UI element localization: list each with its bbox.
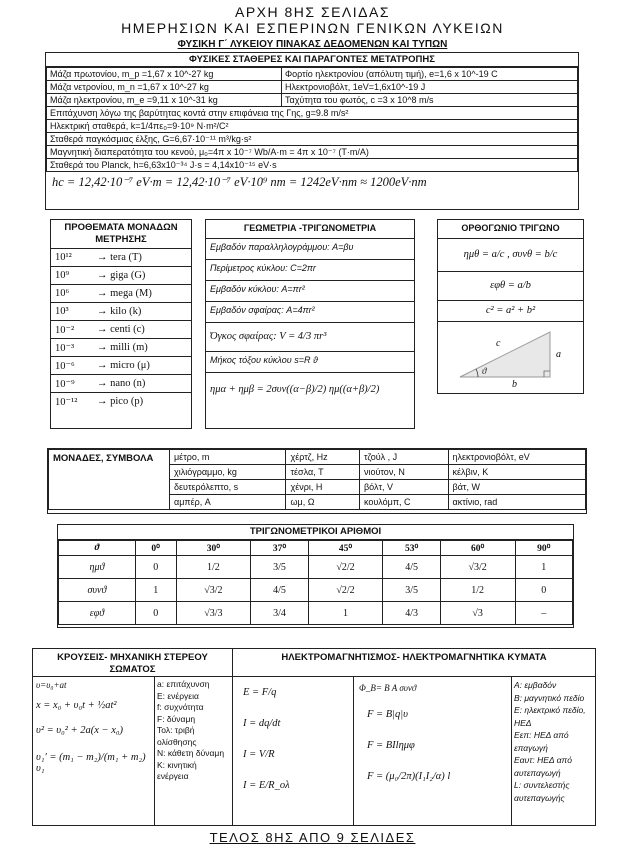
- prefix-label: centi (c): [110, 324, 145, 335]
- em-legend-item: A: εμβαδόν: [514, 680, 557, 690]
- trig-cell: 1/2: [440, 579, 515, 602]
- trig-cell: –: [515, 602, 572, 625]
- em-legend-item: Eεπ: ΗΕΔ από επαγωγή: [514, 730, 569, 753]
- units-title: ΜΟΝΑΔΕΣ, ΣΥΜΒΟΛΑ: [49, 450, 170, 510]
- unit-cell: τζούλ , J: [359, 450, 448, 465]
- unit-cell: αμπέρ, A: [170, 495, 286, 510]
- prefix-name: → micro (μ): [93, 357, 191, 375]
- prefix-power: 10⁻³: [51, 339, 93, 357]
- units-box: [47, 448, 587, 514]
- trig-cell: 0: [135, 556, 176, 579]
- em-formula: F = BIlημφ: [367, 740, 415, 751]
- prefix-row: [51, 393, 191, 411]
- prefix-power: 10⁻²: [51, 321, 93, 339]
- page-header-line2: ΗΜΕΡΗΣΙΩΝ ΚΑΙ ΕΣΠΕΡΙΝΩΝ ΓΕΝΙΚΩΝ ΛΥΚΕΙΩΝ: [121, 20, 504, 36]
- prefix-power: 10³: [51, 303, 93, 321]
- em-formula: I = V/R: [243, 749, 275, 760]
- prefix-row: [51, 321, 191, 339]
- page-header-line1: ΑΡΧΗ 8ΗΣ ΣΕΛΙΔΑΣ: [234, 4, 391, 20]
- constants-pair-row: [47, 81, 578, 94]
- trig-header-cell: 60⁰: [440, 541, 515, 556]
- prefix-power: 10¹²: [51, 249, 93, 267]
- constant-cell: Ηλεκτρονιοβόλτ, 1eV=1,6x10^-19 J: [282, 81, 578, 94]
- bottom-box: [32, 648, 596, 826]
- prefix-power: 10⁻⁶: [51, 357, 93, 375]
- trig-cell: 1/2: [176, 556, 251, 579]
- em-legend: [511, 677, 595, 825]
- prefix-row: [51, 357, 191, 375]
- trig-cell: 4/3: [383, 602, 440, 625]
- trig-row: [59, 579, 573, 602]
- mech-legend-item: K: κινητική ενέργεια: [157, 759, 197, 781]
- unit-cell: χέρτζ, Hz: [286, 450, 359, 465]
- triangle-label-c: c: [496, 338, 501, 349]
- prefix-name: → tera (T): [93, 249, 191, 267]
- prefix-name: → kilo (k): [93, 303, 191, 321]
- triangle-svg: [438, 322, 583, 392]
- trig-table: [58, 540, 573, 625]
- prefix-row: [51, 375, 191, 393]
- prefix-label: giga (G): [110, 270, 146, 281]
- constant-cell: Μάζα νετρονίου, m_n =1,67 x 10^-27 kg: [47, 81, 282, 94]
- trig-cell: ημϑ: [59, 556, 136, 579]
- mech-legend-item: N: κάθετη δύναμη: [157, 748, 225, 758]
- geometry-item: Εμβαδόν κύκλου: A=πr²: [206, 281, 414, 302]
- mech-legend-item: f: συχνότητα: [157, 702, 204, 712]
- geometry-item: ημα + ημβ = 2συν((α−β)/2) ημ((α+β)/2): [210, 384, 380, 395]
- constants-pairs-table: [46, 67, 578, 172]
- units-row: [49, 450, 586, 465]
- constant-cell: Ταχύτητα του φωτός, c =3 x 10^8 m/s: [282, 94, 578, 107]
- triangle-title: ΟΡΘΟΓΩΝΙΟ ΤΡΙΓΩΝΟ: [438, 220, 583, 239]
- trig-cell: √3: [440, 602, 515, 625]
- prefix-label: pico (p): [110, 396, 144, 407]
- geometry-item: Μήκος τόξου κύκλου s=R ϑ: [206, 352, 414, 373]
- mech-legend-item: F: δύναμη: [157, 713, 196, 724]
- prefix-row: [51, 249, 191, 267]
- prefixes-box: [50, 219, 192, 429]
- trig-header-cell: ϑ: [59, 541, 136, 556]
- em-formula: F = B|q|υ: [367, 709, 409, 720]
- prefix-power: 10⁻⁹: [51, 375, 93, 393]
- constant-cell: Μάζα πρωτονίου, m_p =1,67 x 10^-27 kg: [47, 68, 282, 81]
- trig-cell: 0: [135, 602, 176, 625]
- em-formulas-col1: [233, 677, 354, 825]
- trig-header-cell: 0⁰: [135, 541, 176, 556]
- mech-legend-item: Τολ: τριβή ολίσθησης: [157, 725, 197, 747]
- em-legend-item: Eαυτ: ΗΕΔ από αυτεπαγωγή: [514, 755, 572, 778]
- trig-box: [57, 524, 574, 628]
- triangle-label-theta: ϑ: [482, 366, 487, 376]
- mechanics-title: ΚΡΟΥΣΕΙΣ- ΜΗΧΑΝΙΚΗ ΣΤΕΡΕΟΥ ΣΩΜΑΤΟΣ: [33, 649, 233, 677]
- mechanics-formulas: [33, 677, 155, 825]
- prefixes-title: ΠΡΟΘΕΜΑΤΑ ΜΟΝΑΔΩΝ ΜΕΤΡΗΣΗΣ: [51, 220, 191, 249]
- constant-row: Σταθερά του Planck, h=6,63x10⁻³⁴ J·s = 4,14x10⁻¹⁵ eV·s: [47, 159, 578, 172]
- page-header-line3: ΦΥΣΙΚΗ Γ΄ ΛΥΚΕΙΟΥ ΠΙΝΑΚΑΣ ΔΕΔΟΜΕΝΩΝ ΚΑΙ ΤΥΠΩΝ: [177, 39, 448, 50]
- prefix-power: 10⁻¹²: [55, 396, 78, 408]
- prefix-row: [51, 339, 191, 357]
- mech-formula: υ=υ₀+at: [36, 680, 67, 690]
- trig-cell: συνϑ: [59, 579, 136, 602]
- trig-row: [59, 602, 573, 625]
- trig-row: [59, 556, 573, 579]
- prefix-row: [51, 267, 191, 285]
- unit-cell: κουλόμπ, C: [359, 495, 448, 510]
- trig-cell: √3/2: [440, 556, 515, 579]
- prefix-row: [51, 303, 191, 321]
- constant-row: Ηλεκτρική σταθερά, k=1/4πε₀=9·10⁹ N·m²/C²: [47, 120, 578, 133]
- unit-cell: κέλβιν, K: [448, 465, 585, 480]
- unit-cell: βόλτ, V: [359, 480, 448, 495]
- prefix-name: → giga (G): [93, 267, 191, 285]
- em-legend-item: E: ηλεκτρικό πεδίο, ΗΕΔ: [514, 705, 586, 728]
- trig-header-cell: 45⁰: [308, 541, 383, 556]
- em-title: ΗΛΕΚΤΡΟΜΑΓΝΗΤΙΣΜΟΣ- ΗΛΕΚΤΡΟΜΑΓΝΗΤΙΚΑ ΚΥΜΑΤΑ: [233, 649, 595, 677]
- unit-cell: βάτ, W: [448, 480, 585, 495]
- em-formula: E = F/q: [243, 687, 277, 698]
- geometry-item: Εμβαδόν παραλληλογράμμου: A=βυ: [206, 239, 414, 260]
- unit-cell: νιούτον, N: [359, 465, 448, 480]
- em-legend-item: L: συντελεστής αυτεπαγωγής: [514, 780, 570, 803]
- constants-pair-row: [47, 94, 578, 107]
- unit-cell: δευτερόλεπτο, s: [170, 480, 286, 495]
- right-triangle-box: [437, 219, 584, 394]
- trig-cell: 0: [515, 579, 572, 602]
- prefix-label: kilo (k): [110, 306, 142, 317]
- em-formula: I = E/R_ολ: [243, 780, 290, 791]
- prefix-label: tera (T): [110, 252, 142, 263]
- geometry-item: Εμβαδόν σφαίρας: A=4πr²: [206, 302, 414, 323]
- trig-cell: √3/2: [176, 579, 251, 602]
- unit-cell: χιλιόγραμμο, kg: [170, 465, 286, 480]
- prefix-row: [51, 285, 191, 303]
- unit-cell: ηλεκτρονιοβόλτ, eV: [448, 450, 585, 465]
- triangle-formula-pythagoras: c² = a² + b²: [438, 301, 583, 322]
- mech-formula: x = x₀ + υ₀t + ½at²: [36, 700, 117, 711]
- constant-cell: Μάζα ηλεκτρονίου, m_e =9,11 x 10^-31 kg: [47, 94, 282, 107]
- prefix-name: → centi (c): [93, 321, 191, 339]
- geometry-box: [205, 219, 415, 429]
- unit-cell: ακτίνιο, rad: [448, 495, 585, 510]
- prefix-name: → milli (m): [93, 339, 191, 357]
- trig-cell: √2/2: [308, 579, 383, 602]
- trig-cell: 3/4: [251, 602, 308, 625]
- trig-cell: √2/2: [308, 556, 383, 579]
- trig-header-cell: 30⁰: [176, 541, 251, 556]
- triangle-formula-sin-cos: ημθ = a/c , συνθ = b/c: [438, 239, 583, 272]
- trig-title: ΤΡΙΓΩΝΟΜΕΤΡΙΚΟΙ ΑΡΙΘΜΟΙ: [58, 525, 573, 540]
- em-formula: I = dq/dt: [243, 718, 281, 729]
- triangle-formula-tan: εφθ = a/b: [438, 272, 583, 301]
- hc-formula: hc = 12,42·10⁻⁷ eV·m = 12,42·10⁻⁷ eV·10⁹ nm = 1242eV·nm ≈ 1200eV·nm: [52, 175, 427, 189]
- trig-cell: 1: [308, 602, 383, 625]
- prefix-name: → nano (n): [93, 375, 191, 393]
- em-legend-item: B: μαγνητικό πεδίο: [514, 692, 585, 703]
- trig-cell: 4/5: [383, 556, 440, 579]
- trig-header-cell: 37⁰: [251, 541, 308, 556]
- mechanics-legend: [154, 677, 233, 825]
- triangle-label-a: a: [556, 349, 561, 360]
- triangle-shape: [460, 332, 550, 377]
- prefix-label: mega (M): [110, 288, 152, 299]
- unit-cell: τέσλα, T: [286, 465, 359, 480]
- mech-legend-item: a: επιτάχυνση: [157, 679, 210, 689]
- unit-cell: μέτρο, m: [170, 450, 286, 465]
- triangle-diagram: [438, 322, 583, 392]
- units-table: [48, 449, 586, 510]
- constants-box: [45, 52, 579, 210]
- trig-cell: √3/3: [176, 602, 251, 625]
- trig-header-cell: 53⁰: [383, 541, 440, 556]
- prefixes-table: [51, 249, 191, 410]
- trig-header-row: [59, 541, 573, 556]
- prefix-label: micro (μ): [110, 360, 150, 371]
- constant-row: Σταθερά παγκόσμιας έλξης, G=6,67·10⁻¹¹ m³/kg·s²: [47, 133, 578, 146]
- constants-title: ΦΥΣΙΚΕΣ ΣΤΑΘΕΡΕΣ ΚΑΙ ΠΑΡΑΓΟΝΤΕΣ ΜΕΤΑΤΡΟΠΗΣ: [46, 53, 578, 67]
- prefix-name: → pico (p): [97, 396, 144, 407]
- prefix-name: → mega (M): [93, 285, 191, 303]
- prefix-power: 10⁹: [51, 267, 93, 285]
- geometry-item: Όγκος σφαίρας: V = 4/3 πr³: [206, 323, 414, 352]
- geometry-title: ΓΕΩΜΕΤΡΙΑ -ΤΡΙΓΩΝΟΜΕΤΡΙΑ: [206, 220, 414, 239]
- em-formula: F = (μ₀/2π)(I₁I₂/α) l: [367, 771, 451, 782]
- mech-formula: υ₁′ = (m₁ − m₂)/(m₁ + m₂) υ₁: [36, 752, 146, 774]
- page-footer: ΤΕΛΟΣ 8ΗΣ ΑΠΟ 9 ΣΕΛΙΔΕΣ: [209, 830, 416, 845]
- unit-cell: ωμ, Ω: [286, 495, 359, 510]
- trig-header-cell: 90⁰: [515, 541, 572, 556]
- trig-cell: 3/5: [251, 556, 308, 579]
- em-formula: Φ_B= B A συνϑ: [359, 683, 417, 693]
- triangle-label-b: b: [512, 379, 517, 390]
- geometry-item: Περίμετρος κύκλου: C=2πr: [206, 260, 414, 281]
- trig-cell: 1: [135, 579, 176, 602]
- constant-row: Επιτάχυνση λόγω της βαρύτητας κοντά στην επιφάνεια της Γης, g=9.8 m/s²: [47, 107, 578, 120]
- constants-pair-row: [47, 68, 578, 81]
- trig-cell: 1: [515, 556, 572, 579]
- constant-cell: Φορτίο ηλεκτρονίου (απόλυτη τιμή), e=1,6 x 10^-19 C: [282, 68, 578, 81]
- trig-cell: 3/5: [383, 579, 440, 602]
- unit-cell: χένρι, H: [286, 480, 359, 495]
- trig-cell: 4/5: [251, 579, 308, 602]
- prefix-label: milli (m): [110, 342, 148, 353]
- prefix-label: nano (n): [110, 378, 146, 389]
- mech-legend-item: E: ενέργεια: [157, 690, 199, 701]
- trig-cell: εφϑ: [59, 602, 136, 625]
- mech-formula: υ² = υ₀² + 2a(x − x₀): [36, 725, 124, 736]
- prefix-power: 10⁶: [51, 285, 93, 303]
- em-formulas-col2: [353, 677, 512, 825]
- constant-row: Μαγνητική διαπερατότητα του κενού, μ₀=4π x 10⁻⁷ Wb/A·m = 4π x 10⁻⁷ (T·m/A): [47, 146, 578, 159]
